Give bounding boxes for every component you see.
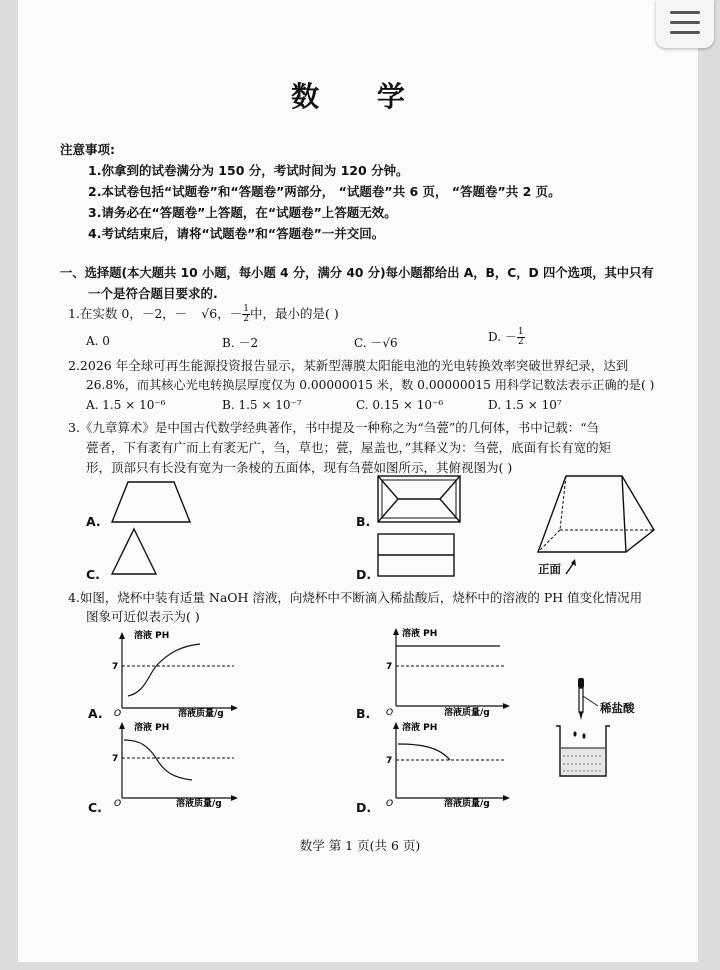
section-heading-cont: 一个是符合题目要求的. (88, 286, 218, 301)
q4-graph-d (382, 720, 512, 810)
question-2-line: 2.2026 年全球可再生能源投资报告显示，某新型薄膜太阳能电池的光电转换效率突破世界纪录，达到 (68, 358, 629, 373)
beaker-dropper-illustration (550, 676, 670, 782)
q1-option-c: C. －√6 (354, 336, 398, 350)
acid-label: 稀盐酸 (600, 701, 635, 715)
x-axis-label: 溶液质量/g (176, 799, 222, 809)
tick-7: 7 (112, 662, 119, 672)
origin: O (386, 708, 394, 718)
q4-option-a-label: A. (88, 706, 103, 721)
y-axis-label: 溶液 PH (402, 723, 438, 733)
q3-option-c-triangle (108, 526, 160, 578)
y-axis-label: 溶液 PH (402, 629, 438, 639)
x-axis-label: 溶液质量/g (444, 799, 490, 809)
y-axis-label: 溶液 PH (134, 631, 170, 641)
q1-sqrt: √6 (201, 306, 218, 321)
q1-option-d-label: D. － (488, 330, 517, 344)
fraction-numerator: 1 (243, 304, 249, 314)
q1-stem: 1.在实数 0，－2，－ (68, 306, 188, 321)
q3-option-b-label: B. (356, 514, 371, 529)
q1-option-d (488, 328, 525, 347)
question-3-line: 形，顶部只有长没有宽为一条棱的五面体，现有刍甍如图所示，其俯视图为( ) (86, 460, 513, 475)
notes-heading: 注意事项: (60, 142, 115, 157)
section-heading: 一、选择题(本大题共 10 小题，每小题 4 分，满分 40 分)每小题都给出 A，B，C，D 四个选项，其中只有 (60, 266, 654, 280)
q4-graph-c (110, 720, 242, 810)
q1-fraction (242, 305, 250, 324)
x-axis-label: 溶液质量/g (444, 708, 490, 718)
q4-graph-a (112, 630, 242, 720)
menu-icon (670, 11, 700, 14)
question-3-line: 3.《九章算术》是中国古代数学经典著作，书中提及一种称之为“刍甍”的几何体，书中记载：“刍 (68, 420, 600, 435)
question-1 (68, 304, 339, 324)
question-4-line: 4.如图，烧杯中装有适量 NaOH 溶液，向烧杯中不断滴入稀盐酸后，烧杯中的溶液的 PH 值变化情况用 (68, 590, 643, 605)
q3-solid-figure (534, 472, 658, 568)
page-title: 数 学 (291, 80, 429, 113)
arrow-icon (564, 558, 578, 576)
question-3-line: 甍者，下有袤有广而上有袤无广，刍，草也；甍，屋盖也，”其释义为：刍甍，底面有长有宽的矩 (86, 440, 612, 455)
q3-option-b-envelope (376, 474, 464, 526)
tick-7: 7 (386, 662, 393, 672)
note-item: 4.考试结束后，请将“试题卷”和“答题卷”一并交回。 (88, 226, 385, 241)
q3-option-d-label: D. (356, 567, 372, 582)
note-item: 1.你拿到的试卷满分为 150 分，考试时间为 120 分钟。 (88, 163, 409, 178)
q1-option-b: B. －2 (222, 336, 259, 350)
question-2-line: 26.8%，而其核心光电转换层厚度仅为 0.00000015 米，数 0.00000015 用科学记数法表示正确的是( ) (86, 378, 655, 392)
q3-option-a-label: A. (86, 514, 101, 529)
x-axis-label: 溶液质量/g (178, 709, 224, 719)
fraction-denominator: 2 (243, 314, 249, 324)
question-4-line: 图象可近似表示为( ) (86, 609, 200, 624)
menu-button[interactable] (656, 0, 714, 48)
origin: O (386, 799, 394, 809)
q2-option-a: A. 1.5 × 10⁻⁶ (86, 398, 166, 412)
fraction-numerator: 1 (517, 327, 524, 337)
q1-stem: ，－ (217, 306, 243, 321)
note-item: 2.本试卷包括“试题卷”和“答题卷”两部分， “试题卷”共 6 页， “答题卷”共 2 页。 (88, 184, 561, 199)
q4-option-d-label: D. (356, 800, 372, 815)
page-footer: 数学 第 1 页(共 6 页) (299, 838, 421, 853)
q3-option-d-rectangle (376, 532, 458, 580)
front-label: 正面 (538, 562, 561, 576)
menu-icon (670, 21, 700, 24)
q4-option-c-label: C. (88, 800, 102, 815)
q1-option-d-fraction (517, 328, 525, 347)
q2-option-c: C. 0.15 × 10⁻⁶ (356, 398, 444, 412)
q4-graph-b (382, 626, 512, 718)
q1-stem: 中，最小的是( ) (249, 306, 339, 321)
origin: O (114, 799, 122, 809)
origin: O (114, 709, 122, 719)
q2-option-b: B. 1.5 × 10⁻⁷ (222, 398, 302, 412)
tick-7: 7 (386, 756, 393, 766)
q2-option-d: D. 1.5 × 10⁷ (488, 398, 562, 412)
q3-option-a-trapezoid (108, 480, 194, 524)
q1-option-a: A. 0 (86, 334, 110, 348)
fraction-denominator: 2 (517, 337, 524, 347)
q4-option-b-label: B. (356, 706, 371, 721)
tick-7: 7 (112, 754, 119, 764)
note-item: 3.请务必在“答题卷”上答题，在“试题卷”上答题无效。 (88, 205, 397, 220)
y-axis-label: 溶液 PH (134, 723, 170, 733)
q3-option-c-label: C. (86, 567, 100, 582)
menu-icon (670, 31, 700, 34)
